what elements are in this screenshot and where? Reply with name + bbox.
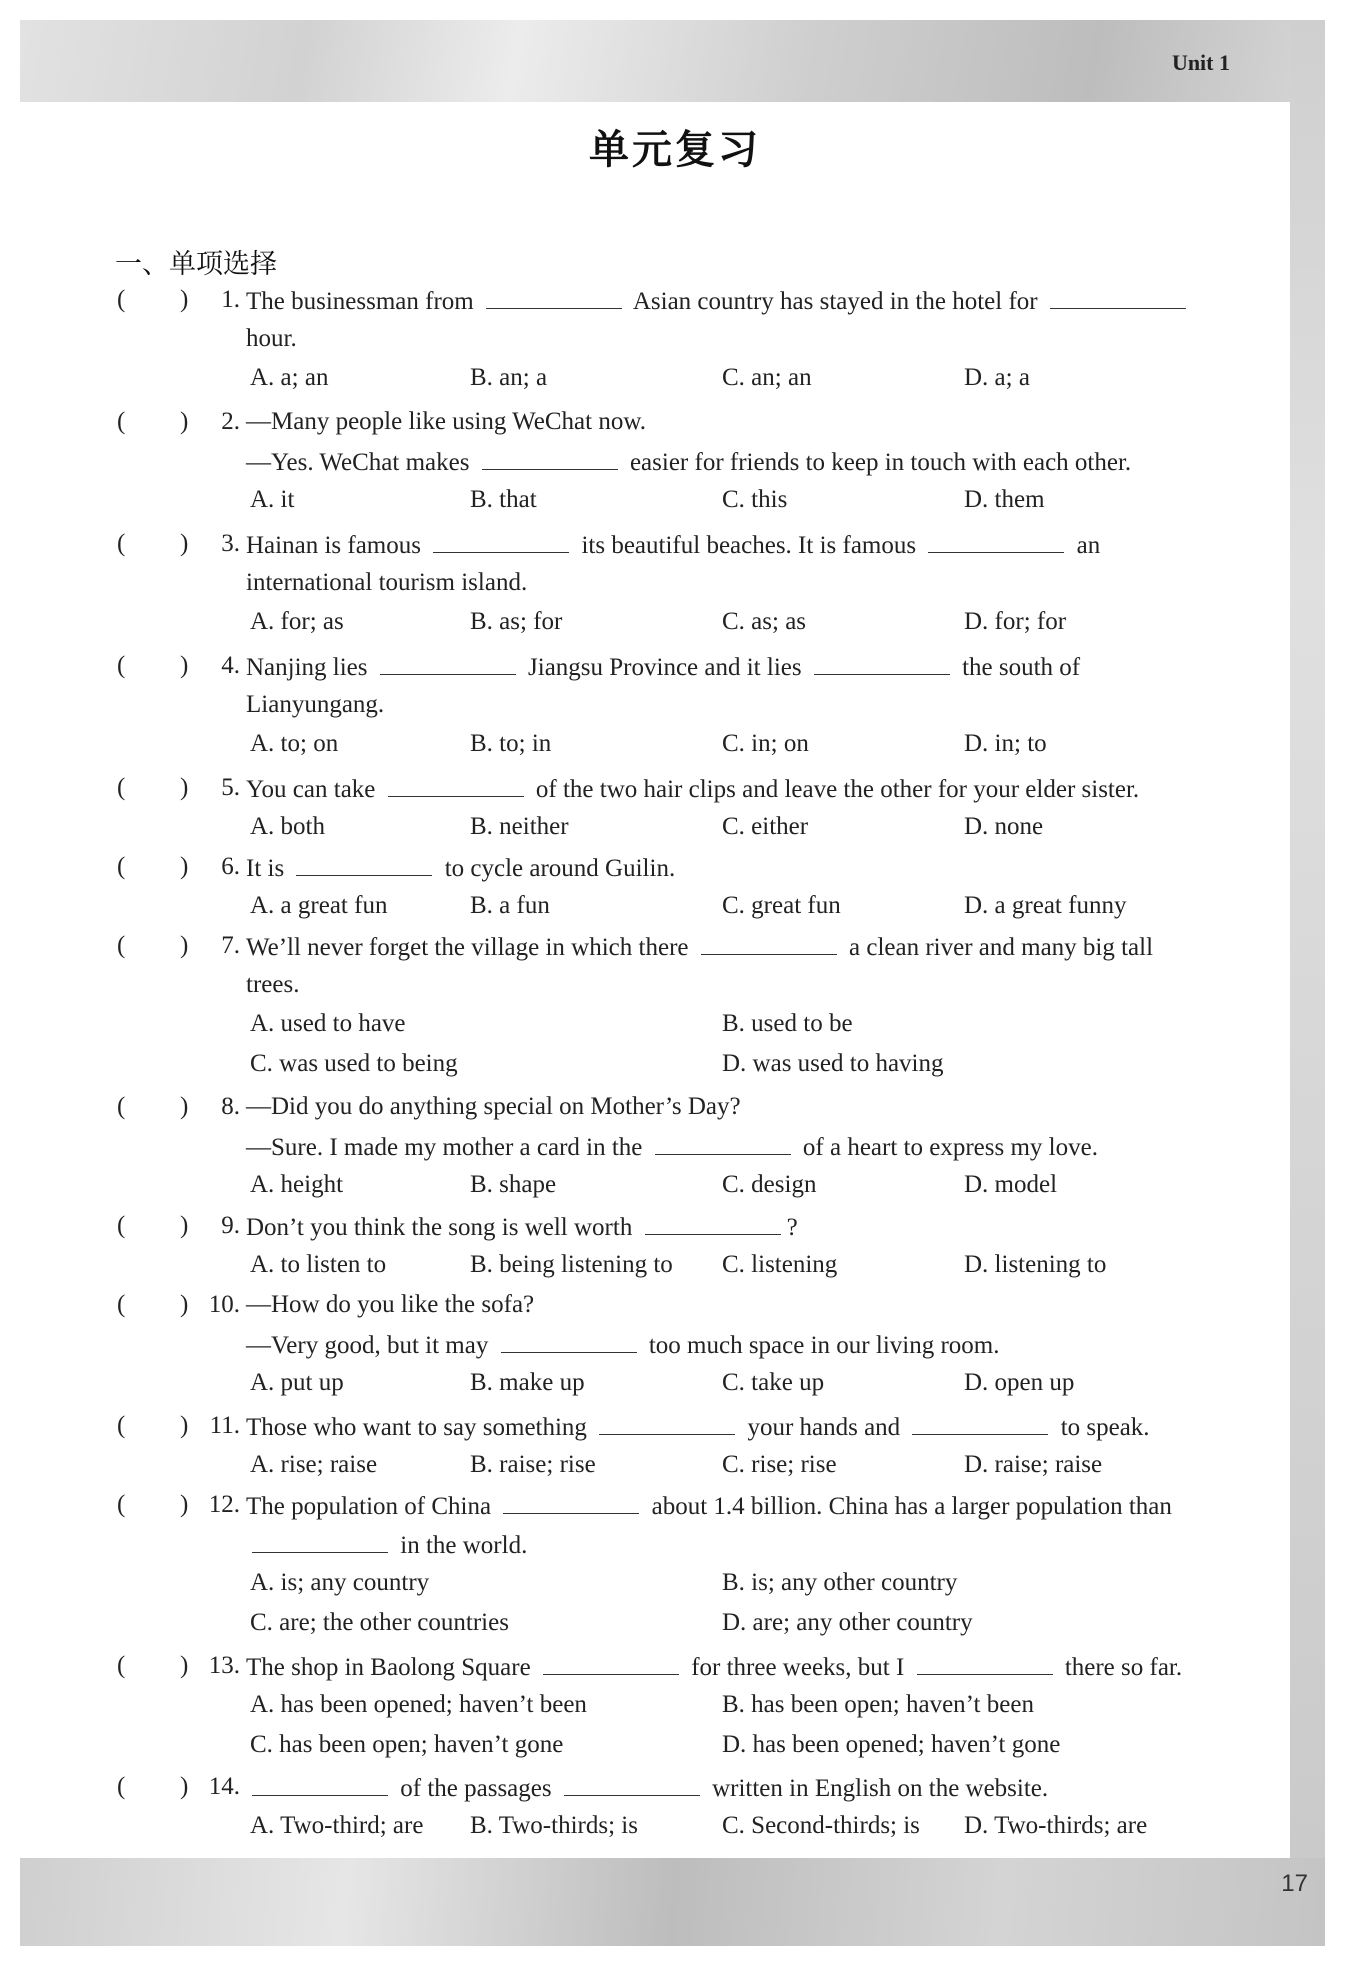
option-b: B. make up [470,1369,585,1396]
question-text: —Yes. WeChat makes [246,449,476,476]
answer-paren-close: ) [180,1773,189,1800]
question-item [112,1406,1252,1485]
question-number: 9. [221,1212,240,1239]
option-c: C. was used to being [250,1050,458,1077]
question-text: Jiangsu Province and it lies [521,654,808,681]
question-text: an [1070,532,1101,559]
question-item [112,402,1252,520]
answer-paren-open: ( [117,1093,126,1120]
answer-blank [917,1646,1053,1675]
option-b: B. Two-thirds; is [470,1812,638,1839]
answer-paren-open: ( [117,286,126,313]
option-a: A. height [250,1171,344,1198]
answer-paren-open: ( [117,774,126,801]
question-stem [246,1646,1182,1687]
question-line [112,1126,1252,1165]
answer-blank [252,1524,388,1553]
question-text: a clean river and many big tall [842,934,1154,961]
option-c: C. great fun [722,892,841,919]
question-text: —How do you like the sofa? [246,1291,535,1318]
answer-blank [814,646,950,675]
question-stem [246,1324,999,1365]
options-row [112,1445,1252,1485]
question-line [112,524,1252,563]
options-row [112,1245,1252,1285]
option-d: D. has been opened; haven’t gone [722,1731,1061,1758]
option-c: C. rise; rise [722,1451,837,1478]
question-number: 5. [221,774,240,801]
unit-label: Unit 1 [1171,50,1230,75]
option-a: A. put up [250,1369,344,1396]
question-item [112,1285,1252,1403]
option-b: B. to; in [470,730,552,757]
question-stem [246,646,1080,687]
options-row [112,1004,1252,1044]
answer-paren-close: ) [180,286,189,313]
question-text: too much space in our living room. [642,1332,1000,1359]
question-text: of a heart to express my love. [796,1134,1098,1161]
question-line [112,768,1252,807]
option-a: A. rise; raise [250,1451,378,1478]
question-text: The shop in Baolong Square [246,1654,537,1681]
option-a: A. a; an [250,364,329,391]
question-text: trees. [246,971,300,998]
answer-blank [645,1206,781,1235]
option-d: D. for; for [964,608,1067,635]
answer-paren-close: ) [180,932,189,959]
page-number: 17 [1281,1870,1308,1897]
answer-paren-open: ( [117,1212,126,1239]
question-line [112,646,1252,685]
options-row [112,1363,1252,1403]
question-item [112,768,1252,847]
question-text: —Many people like using WeChat now. [246,408,647,435]
question-line [112,685,1252,724]
options-row [112,1563,1252,1603]
option-d: D. a; a [964,364,1030,391]
answer-blank [388,768,524,797]
question-stem [246,926,1153,967]
question-line [112,402,1252,441]
question-text: We’ll never forget the village in which there [246,934,695,961]
question-number: 2. [221,408,240,435]
option-c: C. has been open; haven’t gone [250,1731,564,1758]
answer-paren-open: ( [117,652,126,679]
answer-blank [655,1126,791,1155]
question-text: written in English on the website. [705,1775,1049,1802]
option-c: C. either [722,813,809,840]
question-stem [246,1767,1048,1808]
answer-paren-close: ) [180,530,189,557]
section-heading: 一、单项选择 [115,249,277,280]
option-a: A. for; as [250,608,344,635]
question-text: Hainan is famous [246,532,428,559]
option-c: C. this [722,486,788,513]
option-a: A. used to have [250,1010,406,1037]
option-c: C. design [722,1171,817,1198]
question-text: —Very good, but it may [246,1332,495,1359]
answer-paren-close: ) [180,1491,189,1518]
page-edge-shadow [1290,20,1325,1865]
answer-blank [433,524,569,553]
answer-blank [380,646,516,675]
question-number: 12. [208,1491,240,1518]
option-b: B. being listening to [470,1251,673,1278]
question-number: 4. [221,652,240,679]
question-line [112,441,1252,480]
options-row [112,724,1252,764]
question-line [112,319,1252,358]
question-item [112,524,1252,642]
question-text: It is [246,855,291,882]
question-text: hour. [246,325,297,352]
answer-paren-close: ) [180,1412,189,1439]
question-number: 14. [208,1773,240,1800]
question-text: its beautiful beaches. It is famous [575,532,923,559]
question-stem [246,1406,1150,1447]
question-line [112,1646,1252,1685]
answer-paren-close: ) [180,1093,189,1120]
option-a: A. it [250,486,295,513]
question-number: 1. [221,286,240,313]
answer-paren-open: ( [117,1652,126,1679]
option-a: A. to listen to [250,1251,387,1278]
option-d: D. none [964,813,1044,840]
answer-blank [482,441,618,470]
option-b: B. that [470,486,537,513]
option-a: A. a great fun [250,892,388,919]
question-stem [246,402,646,441]
option-d: D. open up [964,1369,1075,1396]
question-line [112,280,1252,319]
answer-paren-open: ( [117,408,126,435]
question-stem [246,768,1139,809]
question-text: Those who want to say something [246,1414,594,1441]
answer-blank [296,847,432,876]
option-c: C. in; on [722,730,809,757]
question-stem [246,1206,798,1247]
answer-paren-close: ) [180,1212,189,1239]
answer-blank [543,1646,679,1675]
question-text: of the two hair clips and leave the other for your elder sister. [529,776,1140,803]
question-text: for three weeks, but I [684,1654,911,1681]
question-stem [246,1524,527,1565]
option-c: C. take up [722,1369,825,1396]
question-line [112,1087,1252,1126]
question-line [112,1485,1252,1524]
answer-paren-open: ( [117,530,126,557]
option-d: D. was used to having [722,1050,944,1077]
question-text: your hands and [741,1414,907,1441]
answer-paren-close: ) [180,652,189,679]
question-number: 3. [221,530,240,557]
answer-paren-open: ( [117,932,126,959]
options-row [112,1806,1252,1846]
question-line [112,847,1252,886]
question-line [112,1324,1252,1363]
question-stem [246,280,1192,321]
answer-blank [599,1406,735,1435]
answer-paren-open: ( [117,1773,126,1800]
question-text: the south of [955,654,1081,681]
question-line [112,1206,1252,1245]
option-a: A. has been opened; haven’t been [250,1691,587,1718]
options-row [112,886,1252,926]
question-stem [246,1285,534,1324]
page-title: 单元复习 [589,127,761,173]
question-text: —Did you do anything special on Mother’s Day? [246,1093,741,1120]
question-text: Lianyungang. [246,691,385,718]
option-c: C. are; the other countries [250,1609,509,1636]
question-stem [246,847,675,888]
option-d: D. them [964,486,1045,513]
option-c: C. listening [722,1251,838,1278]
option-a: A. both [250,813,325,840]
question-text: to speak. [1054,1414,1150,1441]
option-a: A. is; any country [250,1569,430,1596]
question-line [112,1406,1252,1445]
option-d: D. a great funny [964,892,1127,919]
question-text: Asian country has stayed in the hotel for [627,288,1044,315]
option-b: B. a fun [470,892,550,919]
question-number: 11. [209,1412,240,1439]
options-row [112,602,1252,642]
question-text: —Sure. I made my mother a card in the [246,1134,649,1161]
answer-paren-open: ( [117,1291,126,1318]
question-text: Don’t you think the song is well worth [246,1214,639,1241]
answer-blank [912,1406,1048,1435]
options-row [112,358,1252,398]
option-d: D. in; to [964,730,1047,757]
answer-blank [503,1485,639,1514]
question-item [112,1646,1252,1765]
answer-paren-close: ) [180,408,189,435]
header-band [20,20,1325,102]
answer-paren-close: ) [180,853,189,880]
option-b: B. used to be [722,1010,853,1037]
options-row [112,1165,1252,1205]
option-d: D. model [964,1171,1058,1198]
question-text: Nanjing lies [246,654,374,681]
question-line [112,1285,1252,1324]
question-stem [246,1126,1098,1167]
option-c: C. an; an [722,364,812,391]
option-d: D. Two-thirds; are [964,1812,1148,1839]
option-b: B. neither [470,813,569,840]
options-row [112,1685,1252,1725]
options-row [112,1603,1252,1643]
question-text: to cycle around Guilin. [438,855,676,882]
option-b: B. is; any other country [722,1569,958,1596]
question-item [112,280,1252,398]
answer-paren-close: ) [180,1291,189,1318]
question-item [112,847,1252,926]
options-row [112,1044,1252,1084]
option-b: B. raise; rise [470,1451,596,1478]
question-line [112,563,1252,602]
answer-paren-close: ) [180,1652,189,1679]
question-item [112,926,1252,1084]
question-stem [246,441,1131,482]
option-c: C. as; as [722,608,807,635]
question-number: 10. [208,1291,240,1318]
question-item [112,1485,1252,1643]
question-text: about 1.4 billion. China has a larger population than [645,1493,1172,1520]
answer-blank [501,1324,637,1353]
question-line [112,1524,1252,1563]
question-stem [246,1485,1172,1526]
answer-paren-close: ) [180,774,189,801]
options-row [112,1725,1252,1765]
option-c: C. Second-thirds; is [722,1812,920,1839]
question-number: 6. [221,853,240,880]
question-number: 7. [221,932,240,959]
option-d: D. raise; raise [964,1451,1103,1478]
answer-paren-open: ( [117,1412,126,1439]
question-stem [246,965,299,1004]
question-stem [246,1087,741,1126]
answer-blank [928,524,1064,553]
answer-blank [486,280,622,309]
question-item [112,1206,1252,1285]
question-line [112,926,1252,965]
options-row [112,807,1252,847]
question-text: in the world. [394,1532,528,1559]
option-b: B. an; a [470,364,548,391]
answer-paren-open: ( [117,1491,126,1518]
question-item [112,1767,1252,1846]
question-stem [246,319,297,358]
question-item [112,1087,1252,1205]
question-text: of the passages [394,1775,558,1802]
question-text: The businessman from [246,288,480,315]
option-d: D. listening to [964,1251,1107,1278]
question-text: there so far. [1058,1654,1183,1681]
question-item [112,646,1252,764]
answer-blank [564,1767,700,1796]
option-a: A. to; on [250,730,339,757]
question-line [112,965,1252,1004]
answer-paren-open: ( [117,853,126,880]
question-stem [246,685,384,724]
question-text: The population of China [246,1493,498,1520]
question-line [112,1767,1252,1806]
answer-blank [1050,280,1186,309]
option-d: D. are; any other country [722,1609,973,1636]
question-text: easier for friends to keep in touch with each other. [623,449,1132,476]
question-stem [246,563,527,602]
question-number: 8. [221,1093,240,1120]
question-text: You can take [246,776,382,803]
question-number: 13. [208,1652,240,1679]
option-b: B. has been open; haven’t been [722,1691,1034,1718]
question-text: ? [786,1214,798,1241]
footer-band [20,1858,1325,1946]
question-stem [246,524,1100,565]
options-row [112,480,1252,520]
question-text: international tourism island. [246,569,528,596]
answer-blank [252,1767,388,1796]
option-a: A. Two-third; are [250,1812,424,1839]
answer-blank [701,926,837,955]
option-b: B. shape [470,1171,557,1198]
option-b: B. as; for [470,608,563,635]
